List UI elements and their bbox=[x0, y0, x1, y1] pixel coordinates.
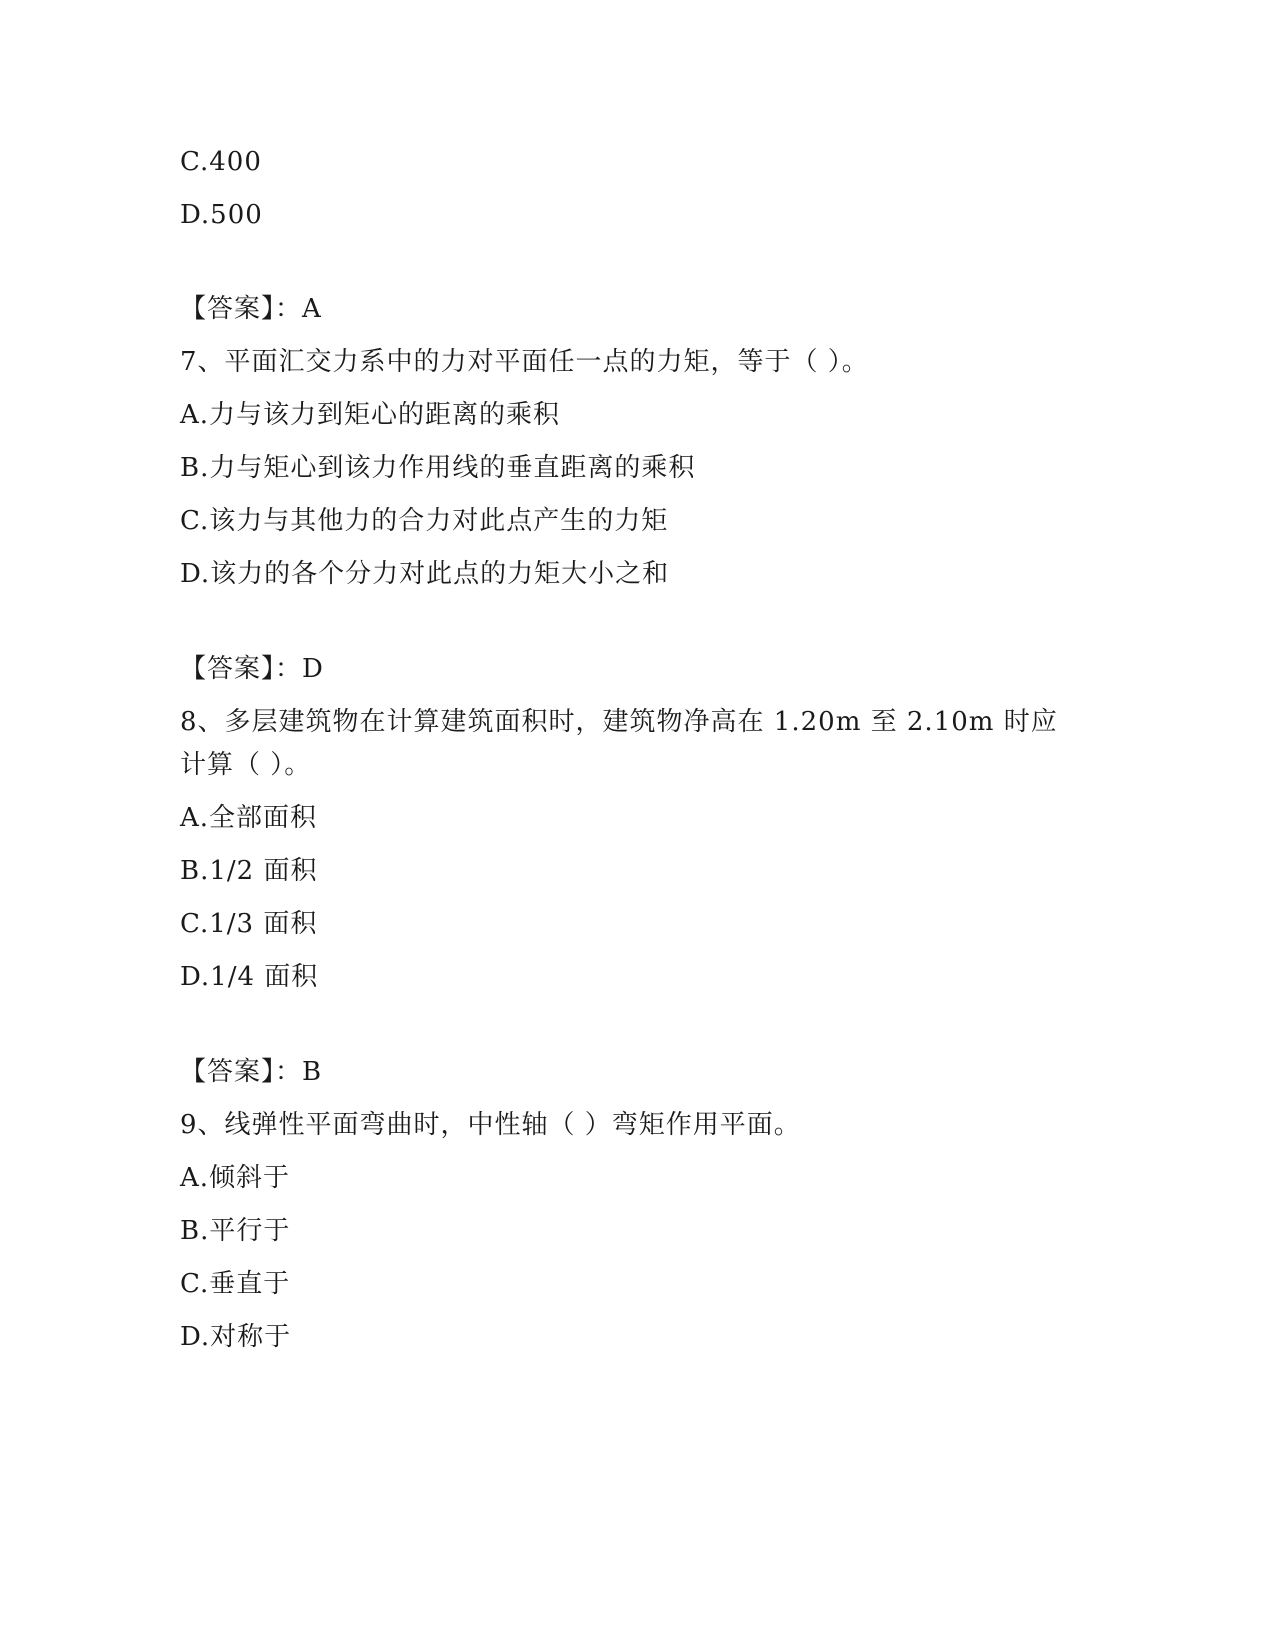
answer-q8: 【答案】：B bbox=[180, 1057, 323, 1087]
option-a-q9: A.倾斜于 bbox=[180, 1163, 291, 1193]
option-d-q8: D.1/4 面积 bbox=[180, 962, 319, 992]
question-8-line-2: 计算（ ）。 bbox=[180, 750, 312, 780]
option-b-q9: B.平行于 bbox=[180, 1216, 291, 1246]
answer-q6: 【答案】：A bbox=[180, 294, 322, 324]
option-d-q7: D.该力的各个分力对此点的力矩大小之和 bbox=[180, 559, 670, 589]
question-9: 9、线弹性平面弯曲时，中性轴（ ）弯矩作用平面。 bbox=[180, 1110, 801, 1140]
answer-q7: 【答案】：D bbox=[180, 654, 324, 684]
option-a-q7: A.力与该力到矩心的距离的乘积 bbox=[180, 400, 561, 430]
question-8-line-1: 8、多层建筑物在计算建筑面积时，建筑物净高在 1.20m 至 2.10m 时应 bbox=[180, 707, 1058, 737]
option-c-q7: C.该力与其他力的合力对此点产生的力矩 bbox=[180, 506, 669, 536]
option-b-q7: B.力与矩心到该力作用线的垂直距离的乘积 bbox=[180, 453, 696, 483]
option-d-q6: D.500 bbox=[180, 200, 263, 230]
option-d-q9: D.对称于 bbox=[180, 1322, 292, 1352]
question-7: 7、平面汇交力系中的力对平面任一点的力矩，等于（ ）。 bbox=[180, 347, 869, 377]
option-b-q8: B.1/2 面积 bbox=[180, 856, 318, 886]
option-c-q9: C.垂直于 bbox=[180, 1269, 291, 1299]
option-a-q8: A.全部面积 bbox=[180, 803, 318, 833]
option-c-q8: C.1/3 面积 bbox=[180, 909, 318, 939]
option-c-q6: C.400 bbox=[180, 147, 262, 177]
